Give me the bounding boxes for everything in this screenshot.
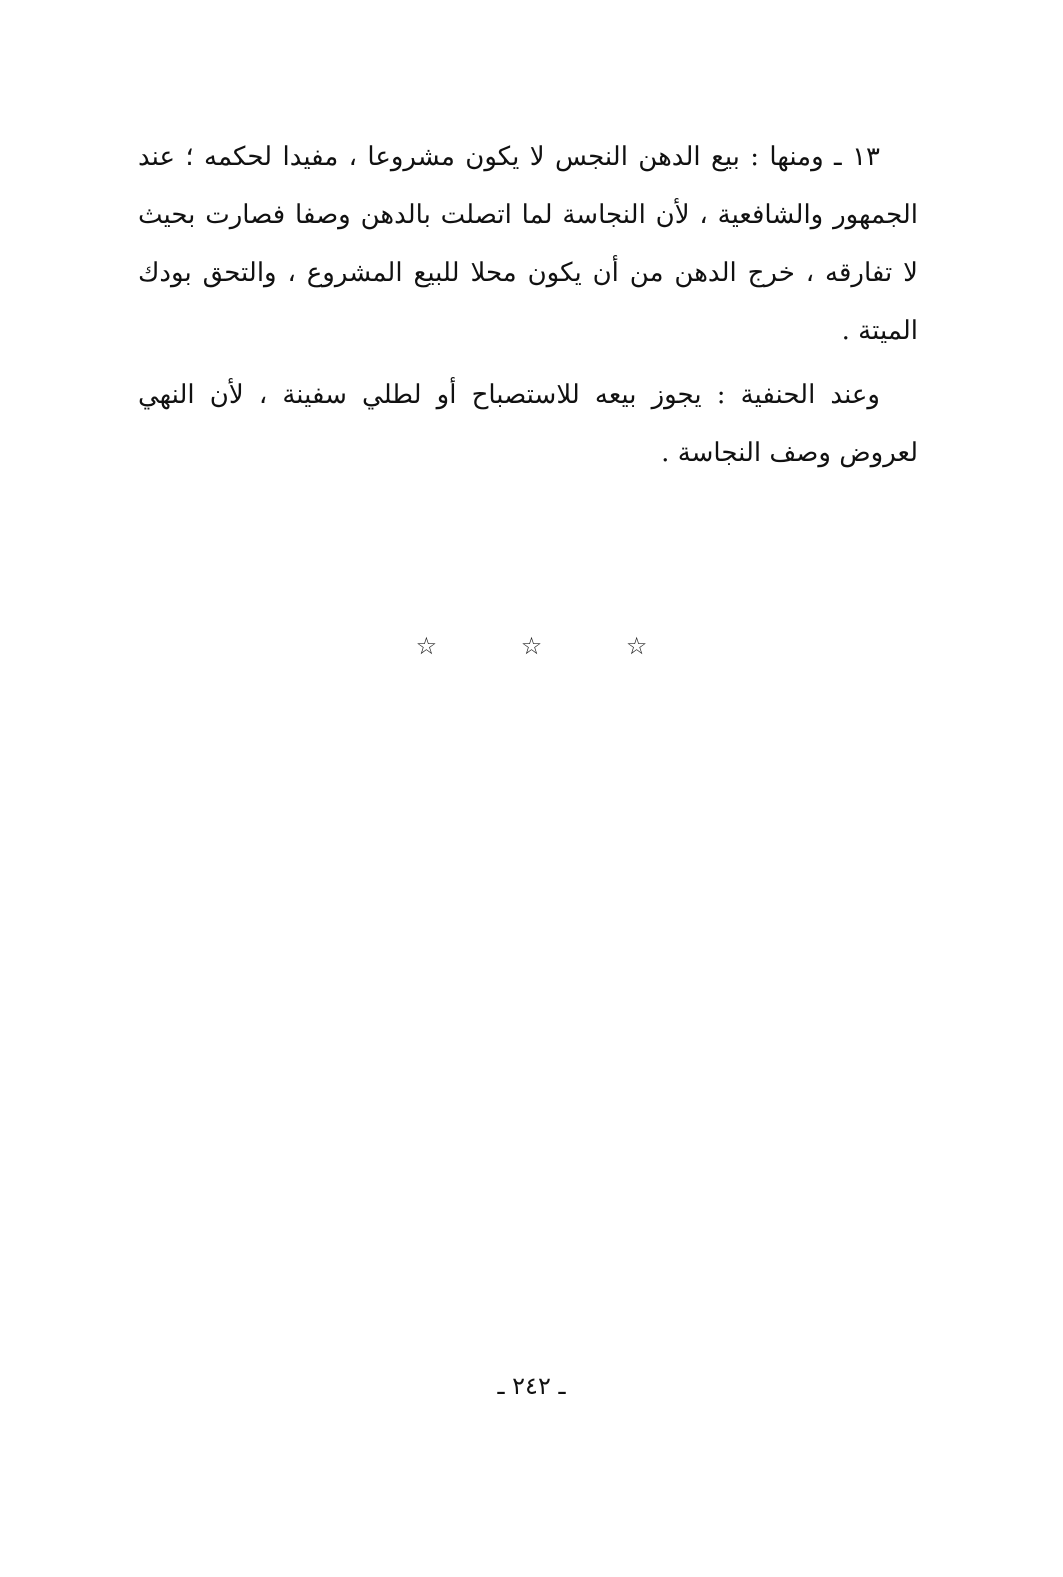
section-separator-stars: ☆ ☆ ☆ [415, 632, 686, 660]
paragraph-hanafi-view: وعند الحنفية : يجوز بيعه للاستصباح أو لطلي سفينة ، لأن النهي لعروض وصف النجاسة . [138, 380, 918, 468]
page-number: ـ ٢٤٢ ـ [497, 1372, 566, 1400]
body-text [138, 128, 918, 482]
paragraph-rule-13: ١٣ ـ ومنها : بيع الدهن النجس لا يكون مشروعا ، مفيدا لحكمه ؛ عند الجمهور والشافعية ، لأن النجاسة لما اتصلت بالدهن وصفا فصارت بحيث لا تفارقه ، خرج الدهن من أن يكون محلا للبيع المشروع ، والتحق بودك الميتة . [138, 142, 918, 346]
